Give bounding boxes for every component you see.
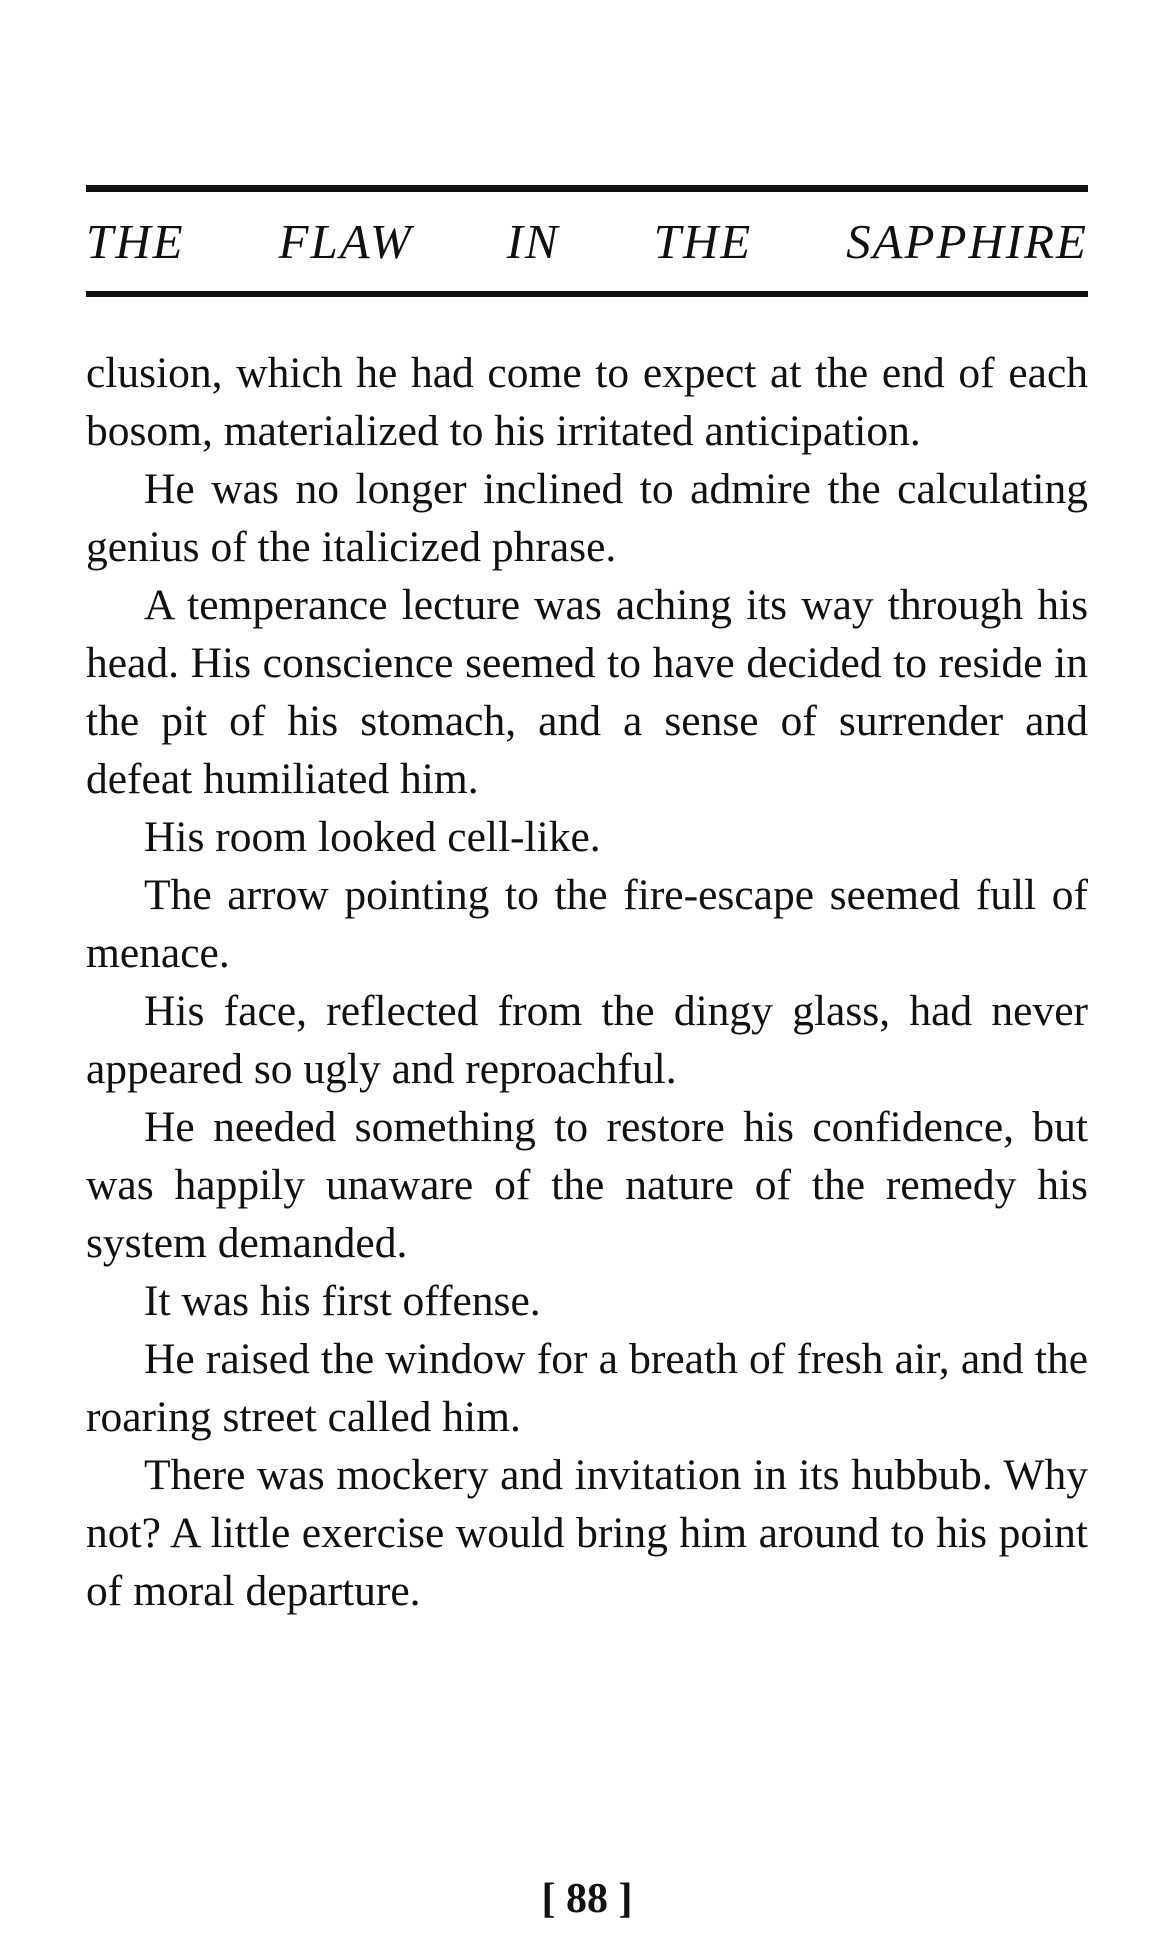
- paragraph: His room looked cell-like.: [144, 813, 601, 861]
- running-head: [86, 212, 1088, 272]
- paragraph: clusion, which he had come to expect at the end of each bosom, materialized to his irritated anticipation.: [86, 349, 1088, 455]
- paragraph: His face, reflected from the dingy glass, had never appeared so ugly and reproachful.: [86, 987, 1088, 1093]
- paragraph: It was his first offense.: [144, 1277, 541, 1325]
- header-rule-top: [86, 185, 1088, 192]
- body-text: [86, 344, 1088, 1620]
- paragraph: He needed something to restore his confidence, but was happily unaware of the nature of the remedy his system demanded.: [86, 1103, 1088, 1267]
- running-head-word: THE: [86, 214, 185, 269]
- book-page: [86, 0, 1088, 1941]
- running-head-word: SAPPHIRE: [846, 214, 1088, 269]
- paragraph: A temperance lecture was aching its way through his head. His conscience seemed to have decided to reside in the pit of his stomach, and a sense of surrender and defeat humiliated him.: [86, 581, 1088, 803]
- paragraph: He raised the window for a breath of fresh air, and the roaring street called him.: [86, 1335, 1088, 1441]
- paragraph: There was mockery and invitation in its hubbub. Why not? A little exercise would bring him around to his point of moral departure.: [86, 1451, 1088, 1615]
- header-rule-bottom: [86, 291, 1088, 297]
- running-head-word: FLAW: [278, 214, 413, 269]
- paragraph: The arrow pointing to the fire-escape seemed full of menace.: [86, 871, 1088, 977]
- running-head-word: IN: [506, 214, 560, 269]
- paragraph: He was no longer inclined to admire the calculating genius of the italicized phrase.: [86, 465, 1088, 571]
- page-number: [ 88 ]: [541, 1876, 633, 1922]
- running-head-word: THE: [653, 214, 753, 269]
